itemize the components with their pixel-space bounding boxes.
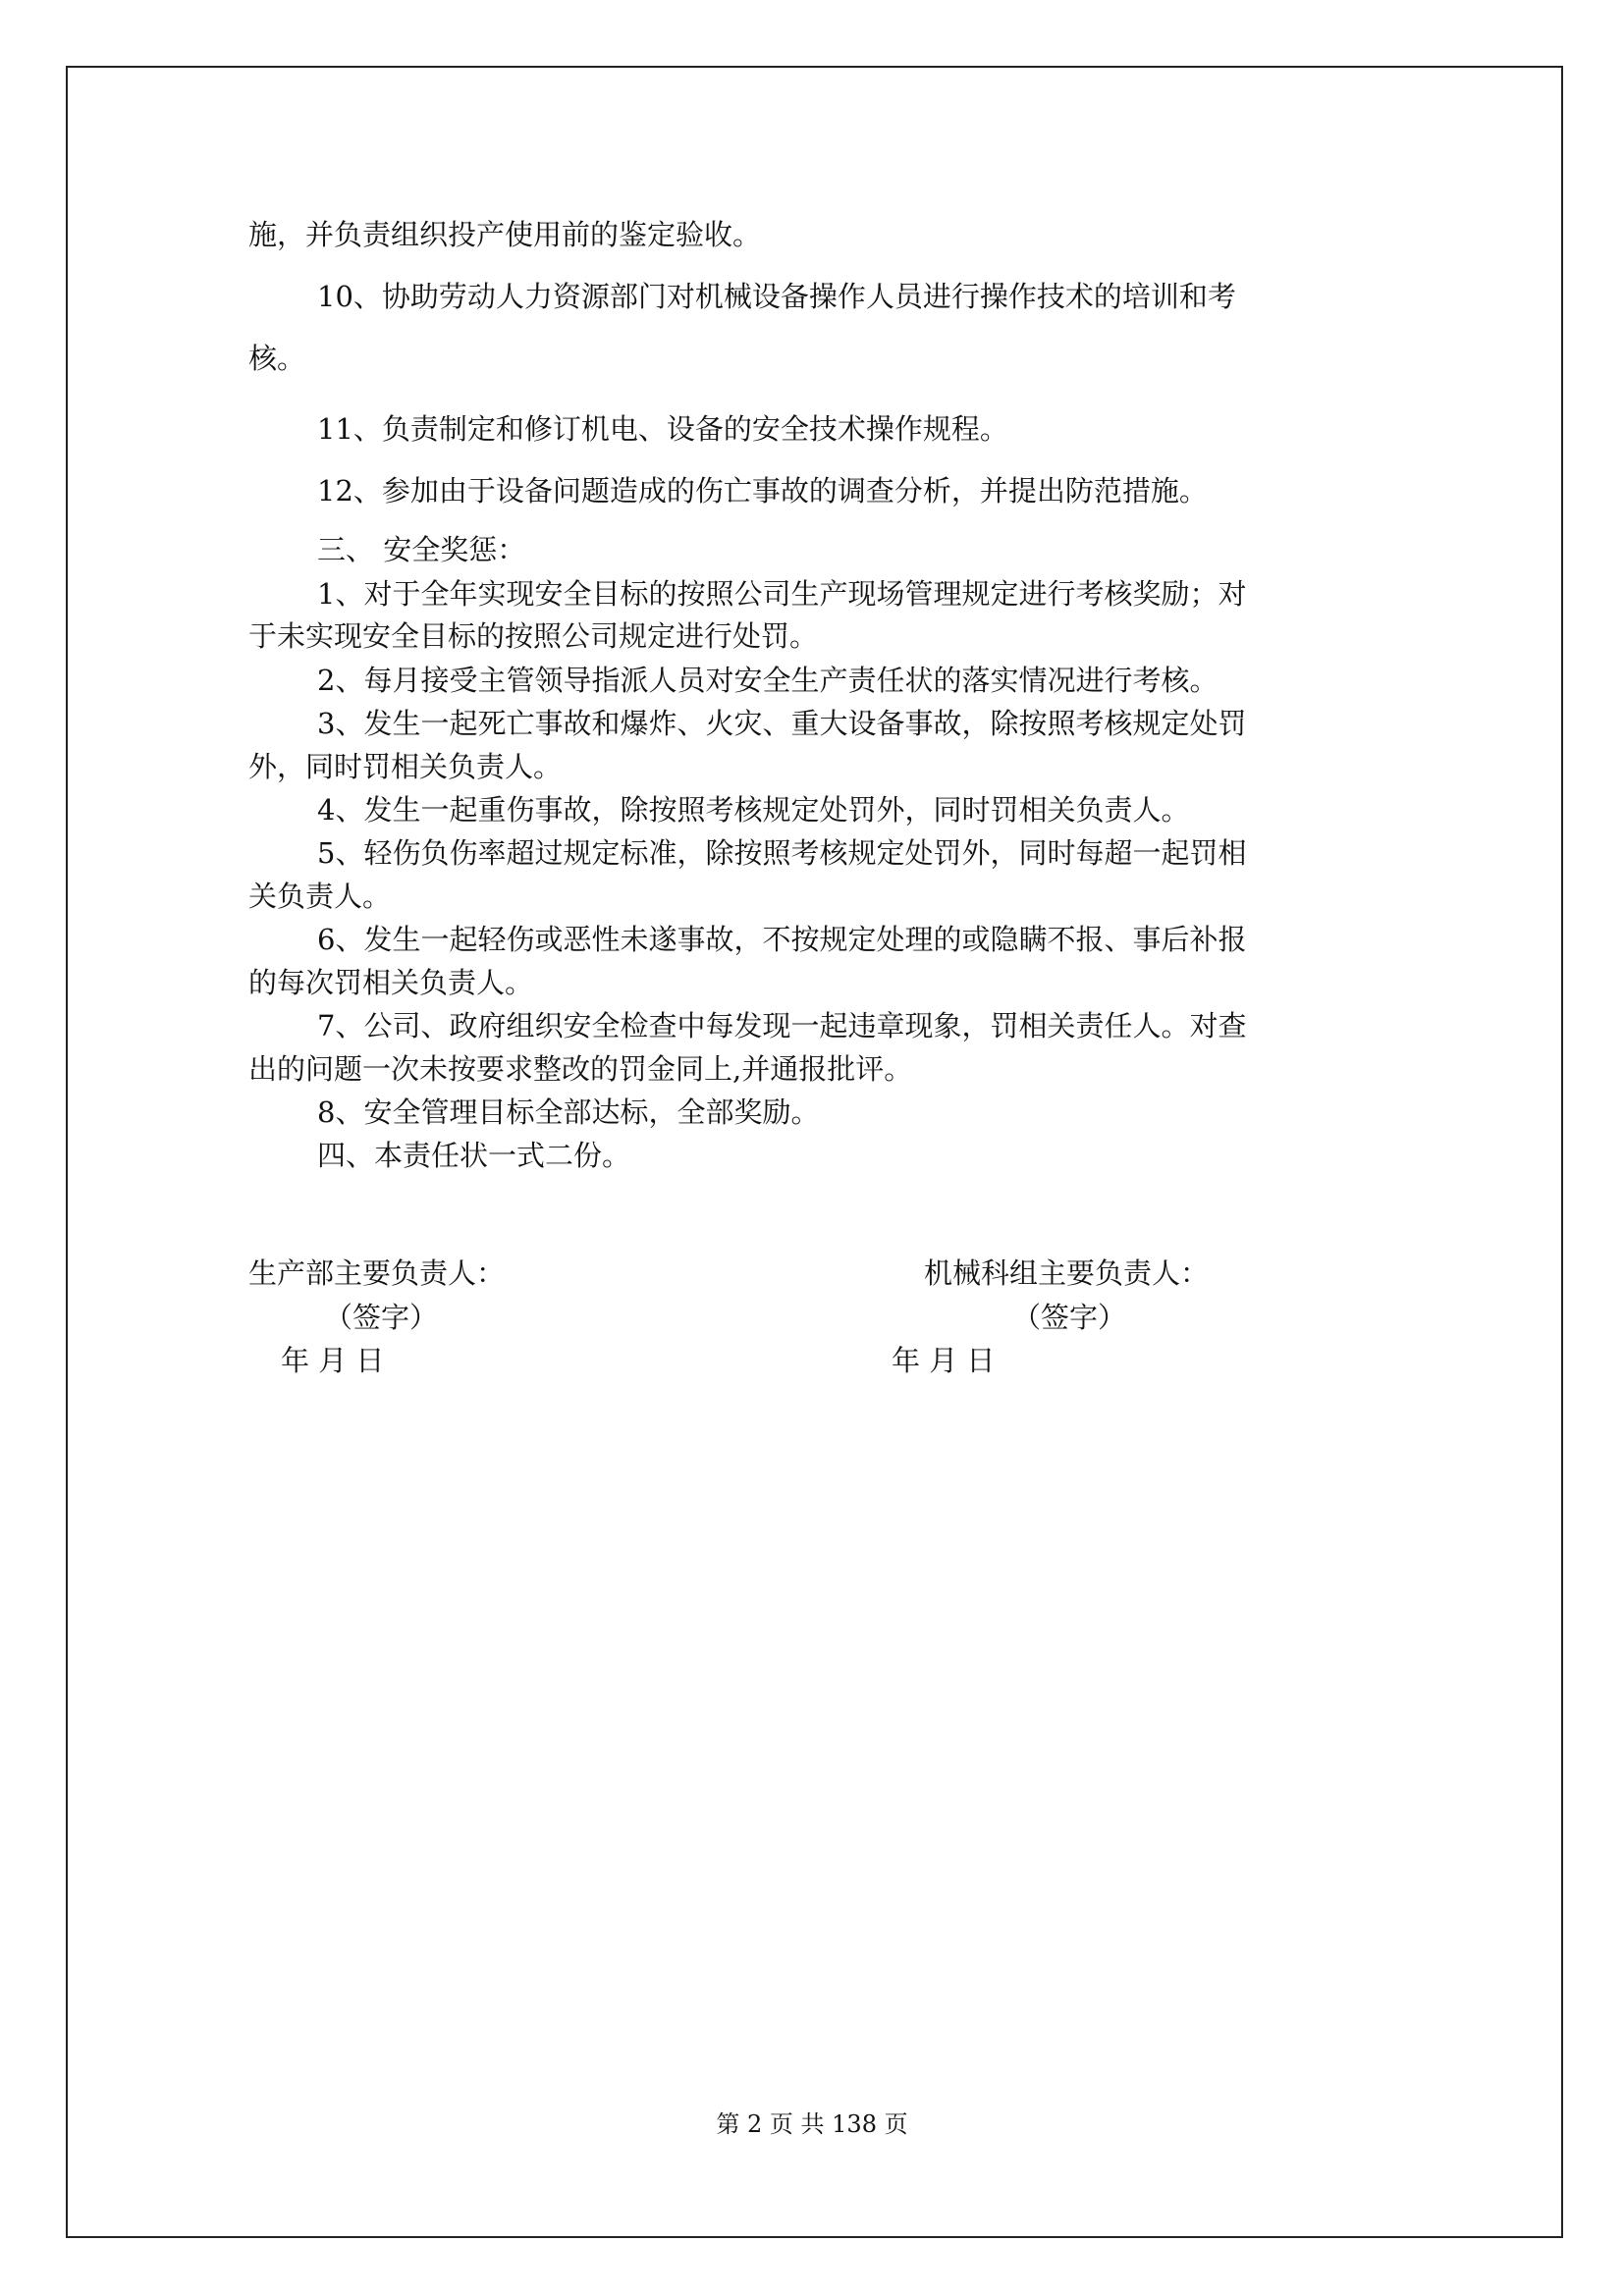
body-line-4: 11、负责制定和修订机电、设备的安全技术操作规程。 [317, 412, 1008, 446]
body-line-19: 8、安全管理目标全部达标，全部奖励。 [317, 1095, 820, 1129]
signature-left-date: 年 月 日 [281, 1344, 385, 1377]
body-line-15: 6、发生一起轻伤或恶性未遂事故，不按规定处理的或隐瞒不报、事后补报 [317, 923, 1247, 956]
body-line-13: 5、轻伤负伤率超过规定标准，除按照考核规定处罚外，同时每超一起罚相 [317, 836, 1247, 870]
page-border [66, 66, 1563, 2238]
signature-left-title: 生产部主要负责人： [248, 1256, 506, 1290]
page-number-footer: 第 2 页 共 138 页 [716, 2110, 908, 2138]
body-line-8: 于未实现安全目标的按照公司规定进行处罚。 [248, 619, 819, 653]
body-line-12: 4、发生一起重伤事故，除按照考核规定处罚外，同时罚相关负责人。 [317, 793, 1190, 827]
body-line-16: 的每次罚相关负责人。 [248, 966, 534, 999]
body-line-17: 7、公司、政府组织安全检查中每发现一起违章现象，罚相关责任人。对查 [317, 1009, 1247, 1042]
body-line-10: 3、发生一起死亡事故和爆炸、火灾、重大设备事故，除按照考核规定处罚 [317, 707, 1247, 740]
body-line-9: 2、每月接受主管领导指派人员对安全生产责任状的落实情况进行考核。 [317, 664, 1218, 697]
signature-right-date: 年 月 日 [892, 1344, 996, 1377]
signature-right-sign: （签字） [1012, 1301, 1127, 1334]
body-line-1: 施，并负责组织投产使用前的鉴定验收。 [248, 218, 762, 251]
section-heading-rewards: 三、 安全奖惩： [317, 533, 526, 566]
body-line-7: 1、对于全年实现安全目标的按照公司生产现场管理规定进行考核奖励；对 [317, 577, 1247, 611]
body-line-11: 外，同时罚相关负责人。 [248, 750, 563, 783]
body-line-3: 核。 [248, 342, 306, 375]
body-line-14: 关负责人。 [248, 880, 392, 913]
body-line-2: 10、协助劳动人力资源部门对机械设备操作人员进行操作技术的培训和考 [317, 280, 1236, 313]
body-line-18: 出的问题一次未按要求整改的罚金同上,并通报批评。 [248, 1052, 913, 1086]
body-line-5: 12、参加由于设备问题造成的伤亡事故的调查分析，并提出防范措施。 [317, 474, 1208, 507]
signature-right-title: 机械科组主要负责人： [924, 1256, 1210, 1290]
body-line-20: 四、本责任状一式二份。 [317, 1139, 631, 1172]
signature-left-sign: （签字） [324, 1301, 439, 1334]
